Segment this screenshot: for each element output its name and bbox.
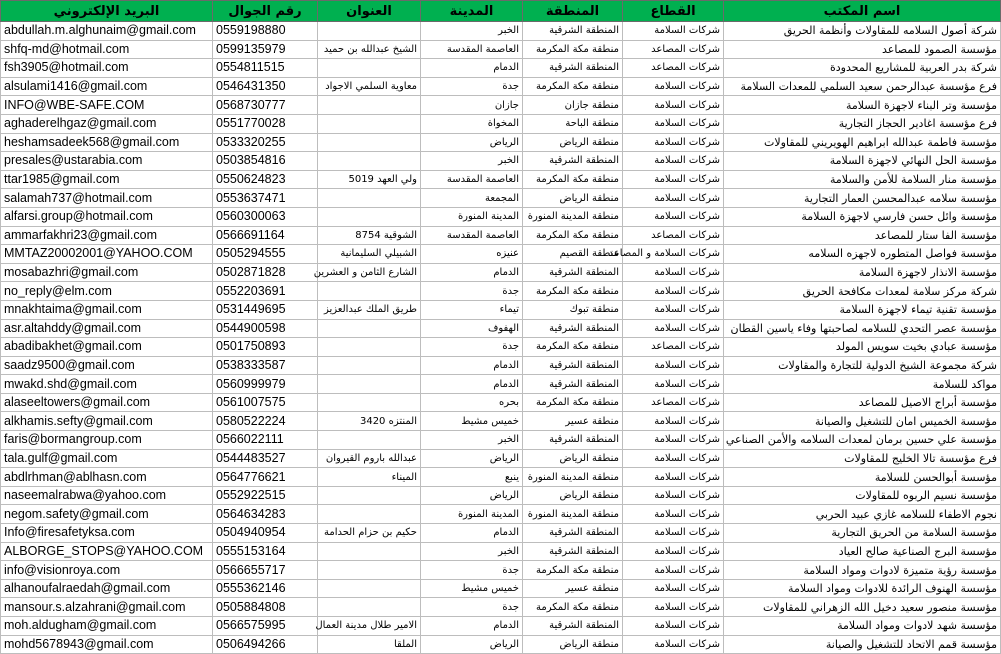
cell-city[interactable]: المخواة [421, 114, 523, 133]
cell-region[interactable]: المنطقة الشرقية [523, 375, 623, 394]
cell-region[interactable]: منطقة الرياض [523, 133, 623, 152]
table-row [1, 207, 1001, 226]
cell-email[interactable]: moh.aldugham@gmail.com [1, 617, 213, 636]
cell-office[interactable]: مؤسسة تقنية تيماء لاجهزة السلامة [724, 300, 1001, 319]
cell-email[interactable]: alfarsi.group@hotmail.com [1, 207, 213, 226]
header-region[interactable]: المنطقة [523, 1, 623, 22]
cell-sector[interactable]: شركات السلامة [623, 579, 724, 598]
cell-phone[interactable]: 0538333587 [213, 356, 318, 375]
header-phone[interactable]: رقم الجوال [213, 1, 318, 22]
cell-email[interactable]: abdullah.m.alghunaim@gmail.com [1, 22, 213, 41]
cell-email[interactable]: no_reply@elm.com [1, 282, 213, 301]
cell-address[interactable] [318, 431, 421, 450]
cell-address[interactable]: الشيخ عبدالله بن حميد [318, 40, 421, 59]
cell-city[interactable]: خميس مشيط [421, 579, 523, 598]
cell-city[interactable]: الدمام [421, 263, 523, 282]
table-row [1, 393, 1001, 412]
cell-phone[interactable]: 0501750893 [213, 338, 318, 357]
cell-city[interactable]: الهفوف [421, 319, 523, 338]
cell-address[interactable]: الشارع الثامن و العشرين [318, 263, 421, 282]
cell-city[interactable]: الدمام [421, 375, 523, 394]
cell-city[interactable]: جدة [421, 338, 523, 357]
cell-phone[interactable]: 0551770028 [213, 114, 318, 133]
cell-office[interactable]: شركة مركز سلامة لمعدات مكافحة الحريق [724, 282, 1001, 301]
cell-sector[interactable]: شركات السلامة [623, 561, 724, 580]
cell-office[interactable]: مؤسسة قمم الاتحاد للتشغيل والصيانة [724, 635, 1001, 654]
cell-sector[interactable]: شركات السلامة [623, 635, 724, 654]
table-row [1, 542, 1001, 561]
cell-region[interactable]: منطقة جازان [523, 96, 623, 115]
cell-sector[interactable]: شركات السلامة [623, 486, 724, 505]
cell-region[interactable]: المنطقة الشرقية [523, 22, 623, 41]
cell-email[interactable]: naseemalrabwa@yahoo.com [1, 486, 213, 505]
cell-phone[interactable]: 0544483527 [213, 449, 318, 468]
cell-sector[interactable]: شركات السلامة [623, 542, 724, 561]
cell-office[interactable]: فرع مؤسسة اغادير الحجاز التجارية [724, 114, 1001, 133]
table-body [1, 22, 1001, 654]
table-row [1, 189, 1001, 208]
table-row [1, 524, 1001, 543]
cell-city[interactable]: الخبر [421, 22, 523, 41]
cell-city[interactable]: جدة [421, 282, 523, 301]
table-row [1, 114, 1001, 133]
cell-office[interactable]: شركة أصول السلامه للمقاولات وأنظمة الحريق [724, 22, 1001, 41]
table-row [1, 338, 1001, 357]
table-row [1, 319, 1001, 338]
cell-phone[interactable]: 0505294555 [213, 245, 318, 264]
cell-region[interactable]: منطقة مكة المكرمة [523, 77, 623, 96]
cell-sector[interactable]: شركات السلامة [623, 263, 724, 282]
cell-region[interactable]: منطقة مكة المكرمة [523, 40, 623, 59]
cell-city[interactable]: الدمام [421, 617, 523, 636]
cell-city[interactable]: الخبر [421, 431, 523, 450]
cell-address[interactable] [318, 598, 421, 617]
cell-address[interactable] [318, 133, 421, 152]
cell-office[interactable]: مؤسسة أبوالحسن للسلامة [724, 468, 1001, 487]
cell-office[interactable]: مؤسسة فواصل المتطوره لاجهزه السلامه [724, 245, 1001, 264]
cell-city[interactable]: الخبر [421, 542, 523, 561]
cell-sector[interactable]: شركات السلامة [623, 170, 724, 189]
cell-email[interactable]: heshamsadeek568@gmail.com [1, 133, 213, 152]
cell-sector[interactable]: شركات السلامة [623, 412, 724, 431]
cell-city[interactable]: العاصمة المقدسة [421, 170, 523, 189]
cell-sector[interactable]: شركات السلامة [623, 152, 724, 171]
cell-office[interactable]: مؤسسة وائل حسن فارسي لاجهزة السلامة [724, 207, 1001, 226]
cell-address[interactable] [318, 505, 421, 524]
cell-sector[interactable]: شركات المصاعد [623, 338, 724, 357]
cell-office[interactable]: مؤسسة الفا ستار للمصاعد [724, 226, 1001, 245]
cell-sector[interactable]: شركات السلامة [623, 22, 724, 41]
cell-region[interactable]: منطقة الرياض [523, 635, 623, 654]
cell-phone[interactable]: 0564776621 [213, 468, 318, 487]
cell-sector[interactable]: شركات السلامة [623, 449, 724, 468]
cell-sector[interactable]: شركات السلامة و المصاعد [623, 245, 724, 264]
cell-region[interactable]: المنطقة الشرقية [523, 59, 623, 78]
header-city[interactable]: المدينة [421, 1, 523, 22]
cell-address[interactable]: الشوقية 8754 [318, 226, 421, 245]
table-row [1, 449, 1001, 468]
header-address[interactable]: العنوان [318, 1, 421, 22]
cell-address[interactable]: عبدالله باروم القيروان [318, 449, 421, 468]
cell-phone[interactable]: 0566022111 [213, 431, 318, 450]
table-row [1, 412, 1001, 431]
cell-sector[interactable]: شركات السلامة [623, 468, 724, 487]
cell-city[interactable]: ينبع [421, 468, 523, 487]
table-row [1, 133, 1001, 152]
table-row [1, 40, 1001, 59]
cell-city[interactable]: الرياض [421, 635, 523, 654]
cell-email[interactable]: aghaderelhgaz@gmail.com [1, 114, 213, 133]
cell-phone[interactable]: 0580522224 [213, 412, 318, 431]
cell-address[interactable] [318, 375, 421, 394]
cell-office[interactable]: مؤسسة علي حسين برمان لمعدات السلامه والأمن الصناعي [724, 431, 1001, 450]
cell-region[interactable]: منطقة المدينة المنورة [523, 468, 623, 487]
cell-address[interactable] [318, 152, 421, 171]
cell-office[interactable]: مؤسسة الصمود للمصاعد [724, 40, 1001, 59]
cell-sector[interactable]: شركات المصاعد [623, 40, 724, 59]
table-row [1, 152, 1001, 171]
cell-phone[interactable]: 0564634283 [213, 505, 318, 524]
cell-address[interactable]: الميناء [318, 468, 421, 487]
cell-city[interactable]: خميس مشيط [421, 412, 523, 431]
cell-address[interactable] [318, 579, 421, 598]
cell-phone[interactable]: 0554811515 [213, 59, 318, 78]
cell-region[interactable]: منطقة مكة المكرمة [523, 393, 623, 412]
cell-email[interactable]: alaseeltowers@gmail.com [1, 393, 213, 412]
cell-email[interactable]: saadz9500@gmail.com [1, 356, 213, 375]
cell-email[interactable]: fsh3905@hotmail.com [1, 59, 213, 78]
cell-email[interactable]: negom.safety@gmail.com [1, 505, 213, 524]
cell-office[interactable]: مؤسسة شهد لادوات ومواد السلامة [724, 617, 1001, 636]
cell-region[interactable]: منطقة عسير [523, 579, 623, 598]
cell-address[interactable] [318, 282, 421, 301]
cell-city[interactable]: الدمام [421, 524, 523, 543]
cell-phone[interactable]: 0568730777 [213, 96, 318, 115]
cell-city[interactable]: الرياض [421, 449, 523, 468]
cell-region[interactable]: منطقة مكة المكرمة [523, 226, 623, 245]
cell-sector[interactable]: شركات السلامة [623, 524, 724, 543]
cell-sector[interactable]: شركات السلامة [623, 375, 724, 394]
cell-city[interactable]: تيماء [421, 300, 523, 319]
cell-region[interactable]: منطقة عسير [523, 412, 623, 431]
cell-office[interactable]: شركة مجموعة الشيخ الدولية للتجارة والمقاولات [724, 356, 1001, 375]
cell-office[interactable]: فرع مؤسسة تالا الخليج للمقاولات [724, 449, 1001, 468]
table-row [1, 505, 1001, 524]
table-row [1, 263, 1001, 282]
cell-phone[interactable]: 0566655717 [213, 561, 318, 580]
cell-sector[interactable]: شركات السلامة [623, 319, 724, 338]
header-office[interactable]: اسم المكتب [724, 1, 1001, 22]
cell-email[interactable]: INFO@WBE-SAFE.COM [1, 96, 213, 115]
cell-city[interactable]: بحره [421, 393, 523, 412]
cell-phone[interactable]: 0506494266 [213, 635, 318, 654]
table-row [1, 226, 1001, 245]
cell-city[interactable]: المجمعة [421, 189, 523, 208]
cell-region[interactable]: المنطقة الشرقية [523, 524, 623, 543]
cell-office[interactable]: مؤسسة نسيم الربوه للمقاولات [724, 486, 1001, 505]
cell-address[interactable] [318, 189, 421, 208]
cell-phone[interactable]: 0552922515 [213, 486, 318, 505]
cell-phone[interactable]: 0503854816 [213, 152, 318, 171]
cell-address[interactable]: طريق الملك عبدالعزيز [318, 300, 421, 319]
cell-sector[interactable]: شركات السلامة [623, 598, 724, 617]
cell-email[interactable]: salamah737@hotmail.com [1, 189, 213, 208]
table-row [1, 375, 1001, 394]
cell-email[interactable]: alhanoufalraedah@gmail.com [1, 579, 213, 598]
cell-region[interactable]: منطقة مكة المكرمة [523, 561, 623, 580]
cell-phone[interactable]: 0566575995 [213, 617, 318, 636]
table-row [1, 22, 1001, 41]
table-row [1, 598, 1001, 617]
cell-email[interactable]: presales@ustarabia.com [1, 152, 213, 171]
cell-address[interactable] [318, 561, 421, 580]
cell-region[interactable]: منطقة تبوك [523, 300, 623, 319]
cell-address[interactable] [318, 393, 421, 412]
cell-office[interactable]: مؤسسة رؤية متميزة لادوات ومواد السلامة [724, 561, 1001, 580]
cell-region[interactable]: المنطقة الشرقية [523, 152, 623, 171]
cell-city[interactable]: جازان [421, 96, 523, 115]
table-row [1, 635, 1001, 654]
cell-region[interactable]: منطقة الرياض [523, 449, 623, 468]
cell-city[interactable]: جدة [421, 77, 523, 96]
table-row [1, 77, 1001, 96]
cell-region[interactable]: منطقة مكة المكرمة [523, 598, 623, 617]
table-row [1, 561, 1001, 580]
cell-address[interactable] [318, 356, 421, 375]
cell-phone[interactable]: 0552203691 [213, 282, 318, 301]
cell-phone[interactable]: 0555362146 [213, 579, 318, 598]
cell-address[interactable] [318, 59, 421, 78]
cell-region[interactable]: منطقة المدينة المنورة [523, 505, 623, 524]
cell-office[interactable]: مؤسسة فاطمة عبدالله ابراهيم الهويريني للمقاولات [724, 133, 1001, 152]
cell-email[interactable]: mansour.s.alzahrani@gmail.com [1, 598, 213, 617]
cell-email[interactable]: faris@bormangroup.com [1, 431, 213, 450]
cell-region[interactable]: المنطقة الشرقية [523, 263, 623, 282]
cell-region[interactable]: منطقة مكة المكرمة [523, 282, 623, 301]
cell-address[interactable]: معاوية السلمي الاجواد [318, 77, 421, 96]
cell-address[interactable] [318, 542, 421, 561]
cell-sector[interactable]: شركات السلامة [623, 207, 724, 226]
cell-phone[interactable]: 0546431350 [213, 77, 318, 96]
cell-address[interactable]: ولي العهد 5019 [318, 170, 421, 189]
cell-email[interactable]: alsulami1416@gmail.com [1, 77, 213, 96]
table-row [1, 579, 1001, 598]
cell-city[interactable]: عنيزه [421, 245, 523, 264]
cell-office[interactable]: مؤسسة وتر البناء لاجهزة السلامة [724, 96, 1001, 115]
cell-email[interactable]: mohd5678943@gmail.com [1, 635, 213, 654]
cell-email[interactable]: Info@firesafetyksa.com [1, 524, 213, 543]
table-row [1, 431, 1001, 450]
cell-sector[interactable]: شركات السلامة [623, 300, 724, 319]
cell-office[interactable]: مؤسسة الانذار لاجهزة السلامة [724, 263, 1001, 282]
header-row [1, 1, 1001, 22]
table-row [1, 170, 1001, 189]
cell-phone[interactable]: 0560300063 [213, 207, 318, 226]
cell-phone[interactable]: 0555153164 [213, 542, 318, 561]
cell-office[interactable]: مؤسسة البرج الصناعية صالح العياد [724, 542, 1001, 561]
cell-region[interactable]: المنطقة الشرقية [523, 617, 623, 636]
table-row [1, 96, 1001, 115]
cell-phone[interactable]: 0504940954 [213, 524, 318, 543]
cell-address[interactable]: الشبيلي السليمانية [318, 245, 421, 264]
cell-sector[interactable]: شركات المصاعد [623, 393, 724, 412]
cell-phone[interactable]: 0502871828 [213, 263, 318, 282]
cell-city[interactable]: العاصمة المقدسة [421, 226, 523, 245]
cell-office[interactable]: مؤسسة السلامة من الحريق التجارية [724, 524, 1001, 543]
table-row [1, 282, 1001, 301]
cell-address[interactable]: حكيم بن حزام الحدامة [318, 524, 421, 543]
cell-email[interactable]: ttar1985@gmail.com [1, 170, 213, 189]
cell-email[interactable]: mwakd.shd@gmail.com [1, 375, 213, 394]
cell-region[interactable]: منطقة الرياض [523, 486, 623, 505]
cell-office[interactable]: فرع مؤسسة عبدالرحمن سعيد السلمي للمعدات السلامة [724, 77, 1001, 96]
cell-office[interactable]: مؤسسة منصور سعيد دخيل الله الزهراني للمقاولات [724, 598, 1001, 617]
cell-sector[interactable]: شركات المصاعد [623, 59, 724, 78]
cell-phone[interactable]: 0559198880 [213, 22, 318, 41]
cell-region[interactable]: المنطقة الشرقية [523, 319, 623, 338]
cell-sector[interactable]: شركات السلامة [623, 505, 724, 524]
cell-address[interactable] [318, 319, 421, 338]
cell-office[interactable]: نجوم الاطفاء للسلامه غازي عبيد الحربي [724, 505, 1001, 524]
cell-sector[interactable]: شركات السلامة [623, 617, 724, 636]
cell-office[interactable]: مؤسسة الحل النهائي لاجهزة السلامة [724, 152, 1001, 171]
cell-address[interactable] [318, 114, 421, 133]
cell-email[interactable]: mosabazhri@gmail.com [1, 263, 213, 282]
cell-city[interactable]: جدة [421, 598, 523, 617]
cell-city[interactable]: العاصمة المقدسة [421, 40, 523, 59]
cell-sector[interactable]: شركات السلامة [623, 133, 724, 152]
cell-phone[interactable]: 0566691164 [213, 226, 318, 245]
cell-office[interactable]: مؤسسة منار السلامة للأمن والسلامة [724, 170, 1001, 189]
cell-sector[interactable]: شركات السلامة [623, 114, 724, 133]
header-email[interactable]: البريد الإلكتروني [1, 1, 213, 22]
cell-office[interactable]: مؤسسة الخميس امان للتشغيل والصيانة [724, 412, 1001, 431]
table-row [1, 486, 1001, 505]
cell-phone[interactable]: 0561007575 [213, 393, 318, 412]
cell-address[interactable] [318, 338, 421, 357]
cell-sector[interactable]: شركات المصاعد [623, 226, 724, 245]
cell-email[interactable]: mnakhtaima@gmail.com [1, 300, 213, 319]
cell-phone[interactable]: 0531449695 [213, 300, 318, 319]
cell-email[interactable]: ammarfakhri23@gmail.com [1, 226, 213, 245]
cell-office[interactable]: شركة بدر العربية للمشاريع المحدودة [724, 59, 1001, 78]
cell-email[interactable]: asr.altahddy@gmail.com [1, 319, 213, 338]
cell-address[interactable]: الامير طلال مدينة العمال [318, 617, 421, 636]
cell-city[interactable]: الدمام [421, 59, 523, 78]
cell-address[interactable] [318, 207, 421, 226]
cell-region[interactable]: منطقة مكة المكرمة [523, 170, 623, 189]
cell-sector[interactable]: شركات السلامة [623, 356, 724, 375]
cell-sector[interactable]: شركات السلامة [623, 431, 724, 450]
cell-sector[interactable]: شركات السلامة [623, 189, 724, 208]
cell-office[interactable]: مواكد للسلامة [724, 375, 1001, 394]
cell-phone[interactable]: 0550624823 [213, 170, 318, 189]
cell-sector[interactable]: شركات السلامة [623, 282, 724, 301]
cell-city[interactable]: الخبر [421, 152, 523, 171]
cell-office[interactable]: مؤسسة الهنوف الرائدة للادوات ومواد السلامة [724, 579, 1001, 598]
cell-address[interactable]: الملقا [318, 635, 421, 654]
cell-city[interactable]: المدينة المنورة [421, 207, 523, 226]
cell-city[interactable]: جدة [421, 561, 523, 580]
cell-region[interactable]: المنطقة الشرقية [523, 356, 623, 375]
header-sector[interactable]: القطاع [623, 1, 724, 22]
table-row [1, 468, 1001, 487]
cell-address[interactable] [318, 486, 421, 505]
cell-sector[interactable]: شركات السلامة [623, 77, 724, 96]
cell-region[interactable]: منطقة مكة المكرمة [523, 338, 623, 357]
cell-region[interactable]: منطقة الرياض [523, 189, 623, 208]
cell-email[interactable]: info@visionroya.com [1, 561, 213, 580]
cell-phone[interactable]: 0560999979 [213, 375, 318, 394]
cell-office[interactable]: مؤسسة عبادي بخيت سويس المولد [724, 338, 1001, 357]
cell-email[interactable]: ALBORGE_STOPS@YAHOO.COM [1, 542, 213, 561]
table-row [1, 617, 1001, 636]
table-row [1, 356, 1001, 375]
cell-address[interactable]: المنتزه 3420 [318, 412, 421, 431]
cell-office[interactable]: مؤسسة عصر التحدي للسلامه لصاحبتها وفاء ياسين القطان [724, 319, 1001, 338]
cell-email[interactable]: abdlrhman@ablhasn.com [1, 468, 213, 487]
cell-city[interactable]: المدينة المنورة [421, 505, 523, 524]
cell-address[interactable] [318, 22, 421, 41]
cell-email[interactable]: tala.gulf@gmail.com [1, 449, 213, 468]
cell-email[interactable]: abadibakhet@gmail.com [1, 338, 213, 357]
cell-phone[interactable]: 0533320255 [213, 133, 318, 152]
cell-city[interactable]: الدمام [421, 356, 523, 375]
cell-region[interactable]: المنطقة الشرقية [523, 542, 623, 561]
cell-phone[interactable]: 0544900598 [213, 319, 318, 338]
table-row [1, 245, 1001, 264]
cell-email[interactable]: shfq-md@hotmail.com [1, 40, 213, 59]
cell-city[interactable]: الرياض [421, 486, 523, 505]
cell-region[interactable]: منطقة الباحة [523, 114, 623, 133]
cell-city[interactable]: الرياض [421, 133, 523, 152]
cell-phone[interactable]: 0505884808 [213, 598, 318, 617]
cell-region[interactable]: منطقة المدينة المنورة [523, 207, 623, 226]
cell-office[interactable]: مؤسسة أبراج الاصيل للمصاعد [724, 393, 1001, 412]
cell-email[interactable]: alkhamis.sefty@gmail.com [1, 412, 213, 431]
cell-office[interactable]: مؤسسة سلامه عبدالمحسن العمار التجارية [724, 189, 1001, 208]
table-row [1, 59, 1001, 78]
cell-sector[interactable]: شركات السلامة [623, 96, 724, 115]
cell-phone[interactable]: 0553637471 [213, 189, 318, 208]
cell-region[interactable]: منطقة القصيم [523, 245, 623, 264]
cell-email[interactable]: MMTAZ20002001@YAHOO.COM [1, 245, 213, 264]
cell-phone[interactable]: 0599135979 [213, 40, 318, 59]
table-row [1, 300, 1001, 319]
cell-address[interactable] [318, 96, 421, 115]
cell-region[interactable]: المنطقة الشرقية [523, 431, 623, 450]
